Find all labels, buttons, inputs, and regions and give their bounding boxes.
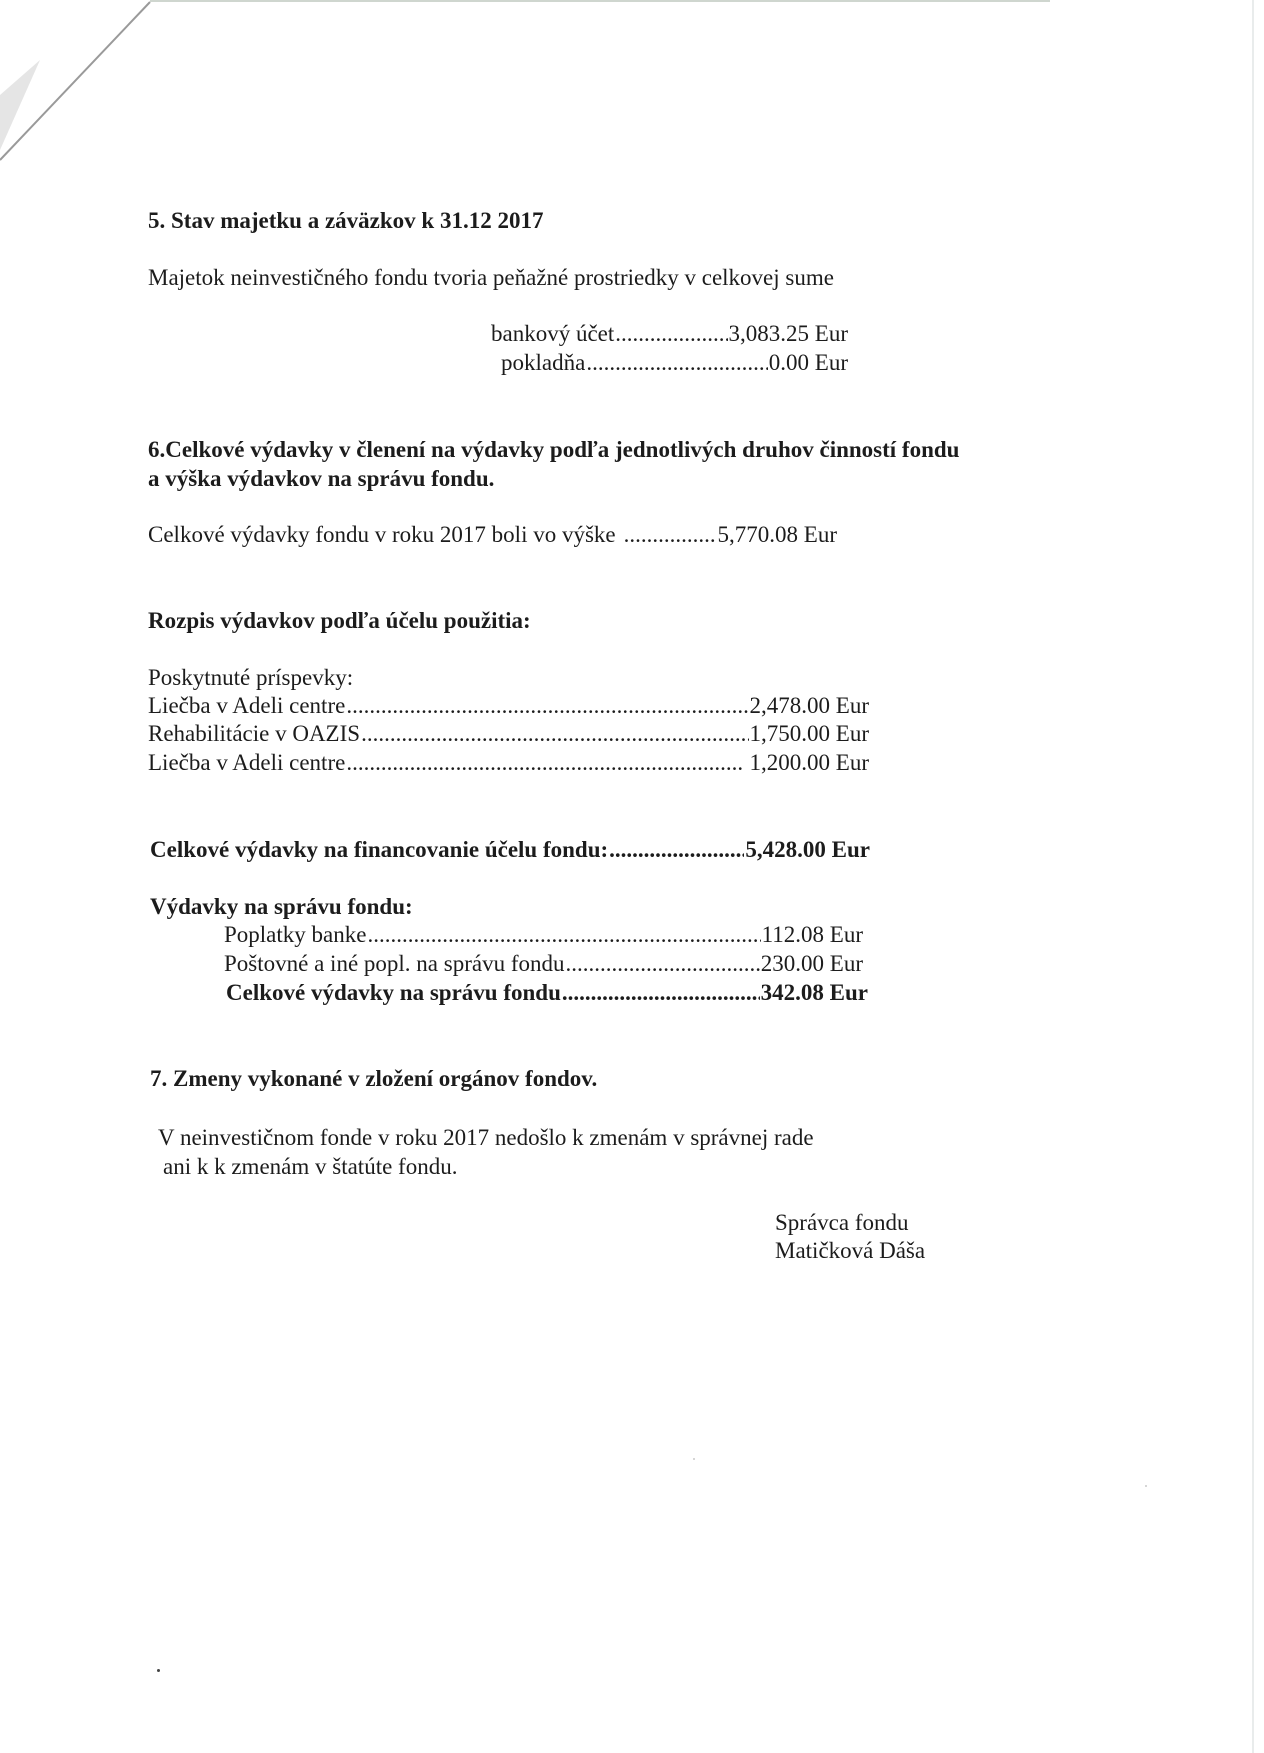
contribution-row (148, 692, 869, 720)
admin-total-label: Celkové výdavky na správu fondu (226, 980, 561, 1005)
asset-value: 0.00 Eur (768, 350, 848, 375)
contribution-row (148, 720, 869, 748)
contribution-label: Liečba v Adeli centre (148, 750, 346, 775)
admin-heading: Výdavky na správu fondu: (150, 894, 413, 919)
total-expenses-label: Celkové výdavky fondu v roku 2017 boli vo výške (148, 522, 616, 547)
dot-leader (624, 521, 717, 549)
scan-speck (693, 1458, 695, 1460)
admin-total-value: 342.08 Eur (760, 980, 868, 1005)
contributions-label: Poskytnuté príspevky: (148, 665, 354, 690)
asset-row-bank (491, 320, 848, 348)
section5-heading: 5. Stav majetku a záväzkov k 31.12 2017 (148, 208, 544, 233)
asset-value: 3,083.25 Eur (728, 321, 848, 346)
dot-leader (615, 320, 727, 348)
total-expenses-row (148, 521, 837, 549)
dot-leader (346, 692, 748, 720)
purpose-total-label: Celkové výdavky na financovanie účelu fondu: (150, 837, 609, 862)
section5-intro: Majetok neinvestičného fondu tvoria peňažné prostriedky v celkovej sume (148, 265, 834, 290)
section6-heading-line2: a výška výdavkov na správu fondu. (148, 466, 495, 491)
admin-item-row (224, 921, 863, 949)
dot-leader (609, 836, 744, 864)
admin-item-label: Poplatky banke (224, 922, 367, 947)
asset-row-cash (501, 349, 848, 377)
scan-top-edge (150, 0, 1050, 2)
admin-item-row (224, 950, 863, 978)
contribution-label: Liečba v Adeli centre (148, 693, 346, 718)
contribution-value: 2,478.00 Eur (749, 693, 869, 718)
dot-leader (586, 349, 767, 377)
admin-total-row (226, 979, 868, 1007)
dot-leader (565, 950, 759, 978)
total-expenses-value: 5,770.08 Eur (717, 522, 837, 547)
contribution-value: 1,200.00 Eur (749, 750, 869, 775)
contribution-label: Rehabilitácie v OAZIS (148, 721, 361, 746)
dot-leader (562, 979, 760, 1007)
breakdown-heading: Rozpis výdavkov podľa účelu použitia: (148, 608, 531, 633)
purpose-total-value: 5,428.00 Eur (745, 837, 870, 862)
section7-line2: ani k k zmenám v štatúte fondu. (163, 1154, 458, 1179)
admin-item-value: 230.00 Eur (760, 951, 863, 976)
scan-speck (157, 1669, 160, 1672)
asset-label: pokladňa (501, 350, 586, 375)
folded-corner-shadow (0, 0, 160, 170)
section7-line1: V neinvestičnom fonde v roku 2017 nedošlo k zmenám v správnej rade (158, 1125, 814, 1150)
dot-leader (346, 749, 741, 777)
signature-name: Matičková Dáša (775, 1238, 926, 1263)
section6-heading-line1: 6.Celkové výdavky v členení na výdavky podľa jednotlivých druhov činností fondu (148, 437, 960, 462)
admin-item-value: 112.08 Eur (761, 922, 863, 947)
dot-leader (367, 921, 760, 949)
signature-role: Správca fondu (775, 1210, 909, 1235)
contribution-row (148, 749, 869, 777)
scan-speck (1145, 1485, 1147, 1487)
purpose-total-row (150, 836, 870, 864)
contribution-value: 1,750.00 Eur (749, 721, 869, 746)
dot-leader (361, 720, 748, 748)
section7-heading: 7. Zmeny vykonané v zložení orgánov fondov. (150, 1066, 598, 1091)
scan-right-edge (1252, 0, 1254, 1753)
asset-label: bankový účet (491, 321, 615, 346)
admin-item-label: Poštovné a iné popl. na správu fondu (224, 951, 565, 976)
